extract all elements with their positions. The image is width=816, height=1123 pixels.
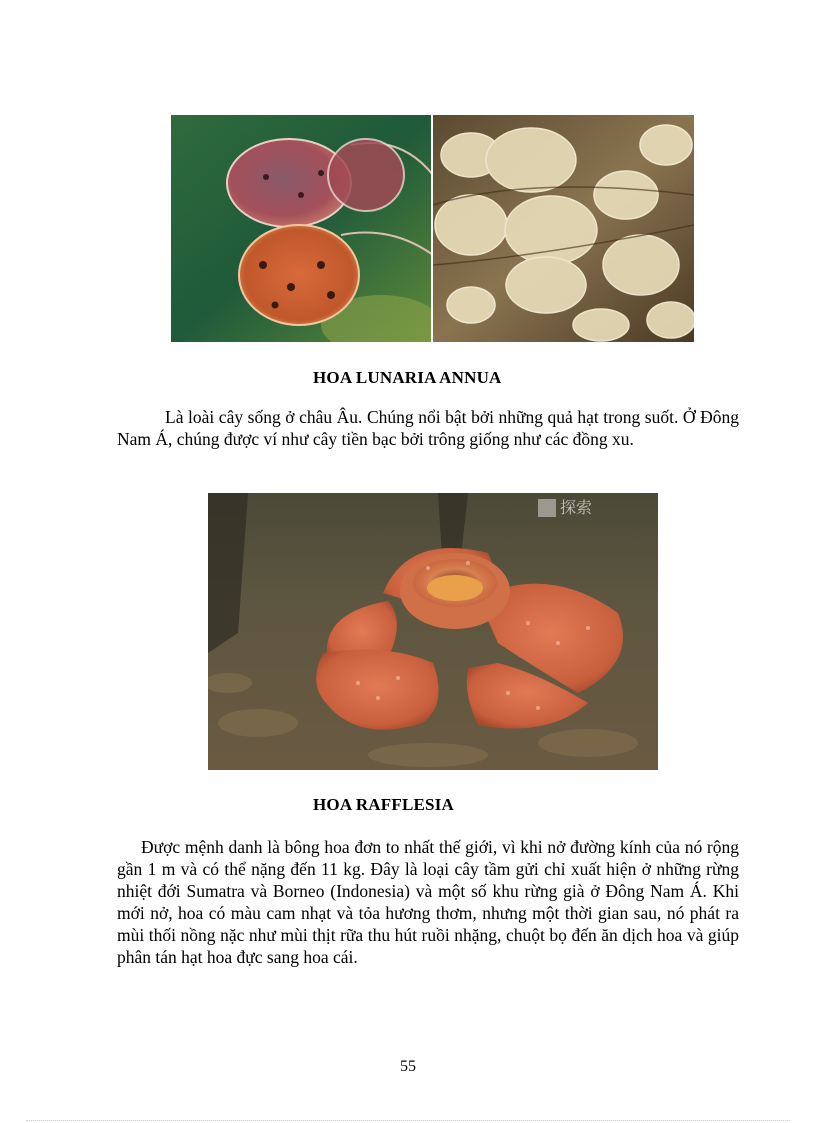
page-number: 55	[400, 1058, 416, 1075]
lunaria-photo	[171, 115, 694, 342]
photo-watermark: 探索	[560, 498, 593, 517]
rafflesia-title: HOA RAFFLESIA	[313, 795, 454, 814]
rafflesia-photo	[208, 493, 658, 770]
lunaria-paragraph: Là loài cây sống ở châu Âu. Chúng nổi bật bởi những quả hạt trong suốt. Ở Đông Nam Á, chúng được ví như cây tiền bạc bởi trông giống như các đồng xu.	[117, 407, 739, 449]
lunaria-title: HOA LUNARIA ANNUA	[313, 368, 502, 387]
rafflesia-paragraph: Được mệnh danh là bông hoa đơn to nhất thế giới, vì khi nở đường kính của nó rộng gần 1 m và có thể nặng đến 11 kg. Đây là loại cây tầm gửi chỉ xuất hiện ở những rừng nhiệt đới Sumatra và Borneo (Indonesia) và một số khu rừng già ở Đông Nam Á. Khi mới nở, hoa có màu cam nhạt và tỏa hương thơm, nhưng một thời gian sau, nó phát ra mùi thối nồng nặc như mùi thịt rữa thu hút ruồi nhặng, chuột bọ đến ăn dịch hoa và giúp phân tán hạt hoa đực sang hoa cái.	[117, 837, 739, 967]
page-bottom-rule	[26, 1120, 790, 1121]
